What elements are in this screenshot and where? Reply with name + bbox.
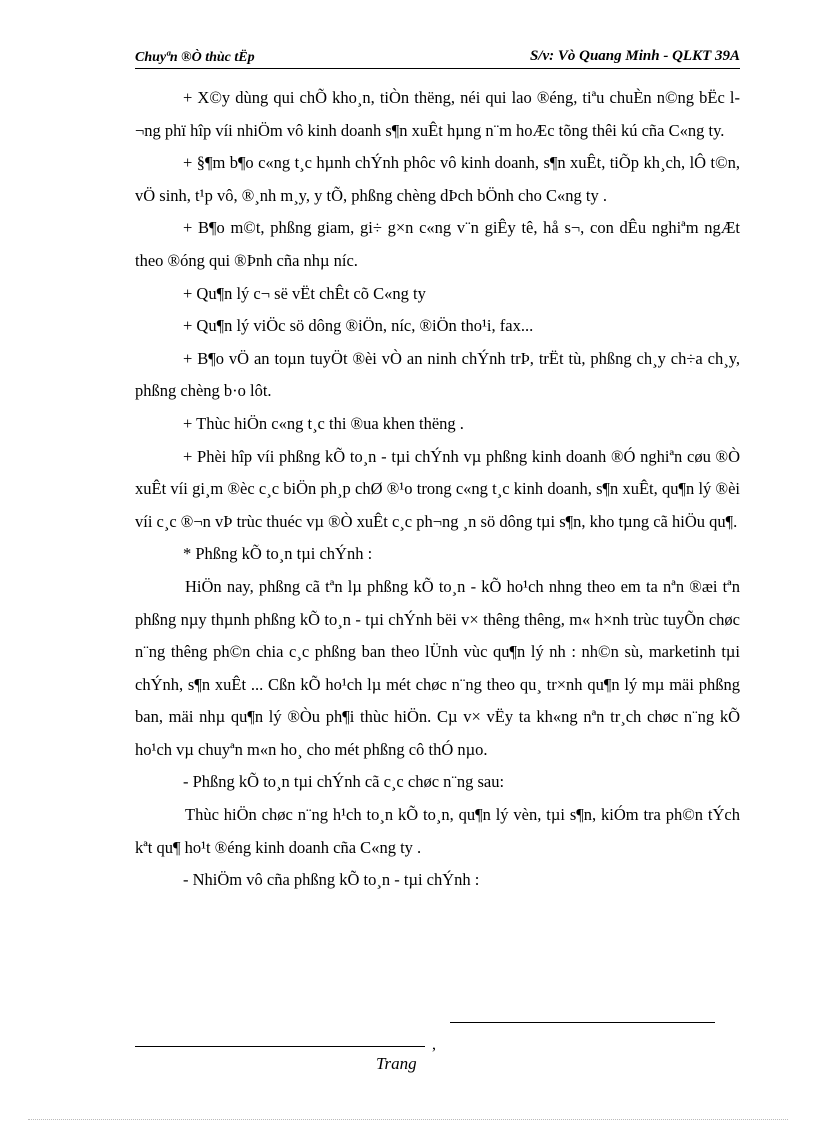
footer-rule-left <box>135 1046 425 1047</box>
author-class: S/v: Vò Quang Minh - QLKT 39A <box>529 48 740 64</box>
paragraph: + §¶m b¶o c«ng t¸c hµnh chÝnh phôc vô kinh doanh, s¶n xuÊt, tiÕp kh¸ch, lÔ t©n, vÖ sinh, t¹p vô, ®¸nh m¸y, y tÕ, phßng chèng dÞch bÖnh cho C«ng ty . <box>135 153 740 205</box>
page-header <box>135 48 740 70</box>
paragraph: + Phèi hîp víi phßng kÕ to¸n - tµi chÝnh vµ phßng kinh doanh ®Ó nghiªn cøu ®Ò xuÊt víi gi¸m ®èc c¸c biÖn ph¸p chØ ®¹o trong c«ng t¸c kinh doanh, s¶n xuÊt, qu¶n lý ®èi víi c¸c ®¬n vÞ trùc thuéc vµ ®Ò xuÊt c¸c ph¬ng ¸n sö dông tµi s¶n, kho tµng cã hiÖu qu¶. <box>135 446 740 531</box>
paragraph: + Thùc hiÖn c«ng t¸c thi ®ua khen thëng . <box>183 413 464 433</box>
paragraph: HiÖn nay, phßng cã tªn lµ phßng kÕ to¸n - kÕ ho¹ch nhng theo em ta nªn ®æi tªn phßng nµy thµnh phßng kÕ to¸n - tµi chÝnh bëi v× thêng thêng, m« h×nh trùc tuyÕn chøc n¨ng thêng ph©n chia c¸c phßng ban theo lÜnh vùc qu¶n lý nh : nh©n sù, marketinh tµi chÝnh, s¶n xuÊt ... Cßn kÕ ho¹ch lµ mét chøc n¨ng theo qu¸ tr×nh qu¶n lý mµ mäi phßng ban, mäi nhµ qu¶n lý ®Òu ph¶i thùc hiÖn. Cµ v× vËy ta kh«ng nªn tr¸ch chøc n¨ng kÕ ho¹ch vµ chuyªn m«n ho¸ cho mét phßng cô thÓ nµo. <box>135 576 740 759</box>
page-bottom-edge <box>28 1119 788 1120</box>
paragraph: + Qu¶n lý viÖc sö dông ®iÖn, níc, ®iÖn tho¹i, fax... <box>183 316 534 336</box>
paragraph: - Phßng kÕ to¸n tµi chÝnh cã c¸c chøc n¨ng sau: <box>183 772 505 792</box>
document-title: Chuyªn ®Ò thùc tËp <box>135 50 255 65</box>
paragraph: - NhiÖm vô cña phßng kÕ to¸n - tµi chÝnh : <box>183 870 480 890</box>
paragraph: + Qu¶n lý c¬ së vËt chÊt cõ C«ng ty <box>183 283 426 303</box>
footer-rule-right <box>450 1022 715 1023</box>
document-body <box>135 82 740 897</box>
section-heading: * Phßng kÕ to¸n tµi chÝnh : <box>183 544 373 564</box>
paragraph: Thùc hiÖn chøc n¨ng h¹ch to¸n kÕ to¸n, qu¶n lý vèn, tµi s¶n, kiÓm tra ph©n tÝch kªt qu¶ ho¹t ®éng kinh doanh cña C«ng ty . <box>135 805 740 857</box>
paragraph: + B¶o m©t, phßng giam, gi÷ g×n c«ng v¨n giÊy tê, hå s¬, con dÊu nghiªm ngÆt theo ®óng qui ®Þnh cña nhµ níc. <box>135 218 740 270</box>
paragraph: + X©y dùng qui chÕ kho¸n, tiÒn thëng, néi qui lao ®éng, tiªu chuÈn n©ng bËc l¬ng phï hîp víi nhiÖm vô kinh doanh s¶n xuÊt hµng n¨m hoÆc tõng thêi kú cña C«ng ty. <box>135 88 740 140</box>
footer-separator: , <box>432 1036 436 1053</box>
page-number-label: Trang <box>376 1054 417 1073</box>
paragraph: + B¶o vÖ an toµn tuyÖt ®èi vÒ an ninh chÝnh trÞ, trËt tù, phßng ch¸y ch÷a ch¸y, phßng chèng b·o lôt. <box>135 348 740 401</box>
header-rule <box>135 68 740 69</box>
